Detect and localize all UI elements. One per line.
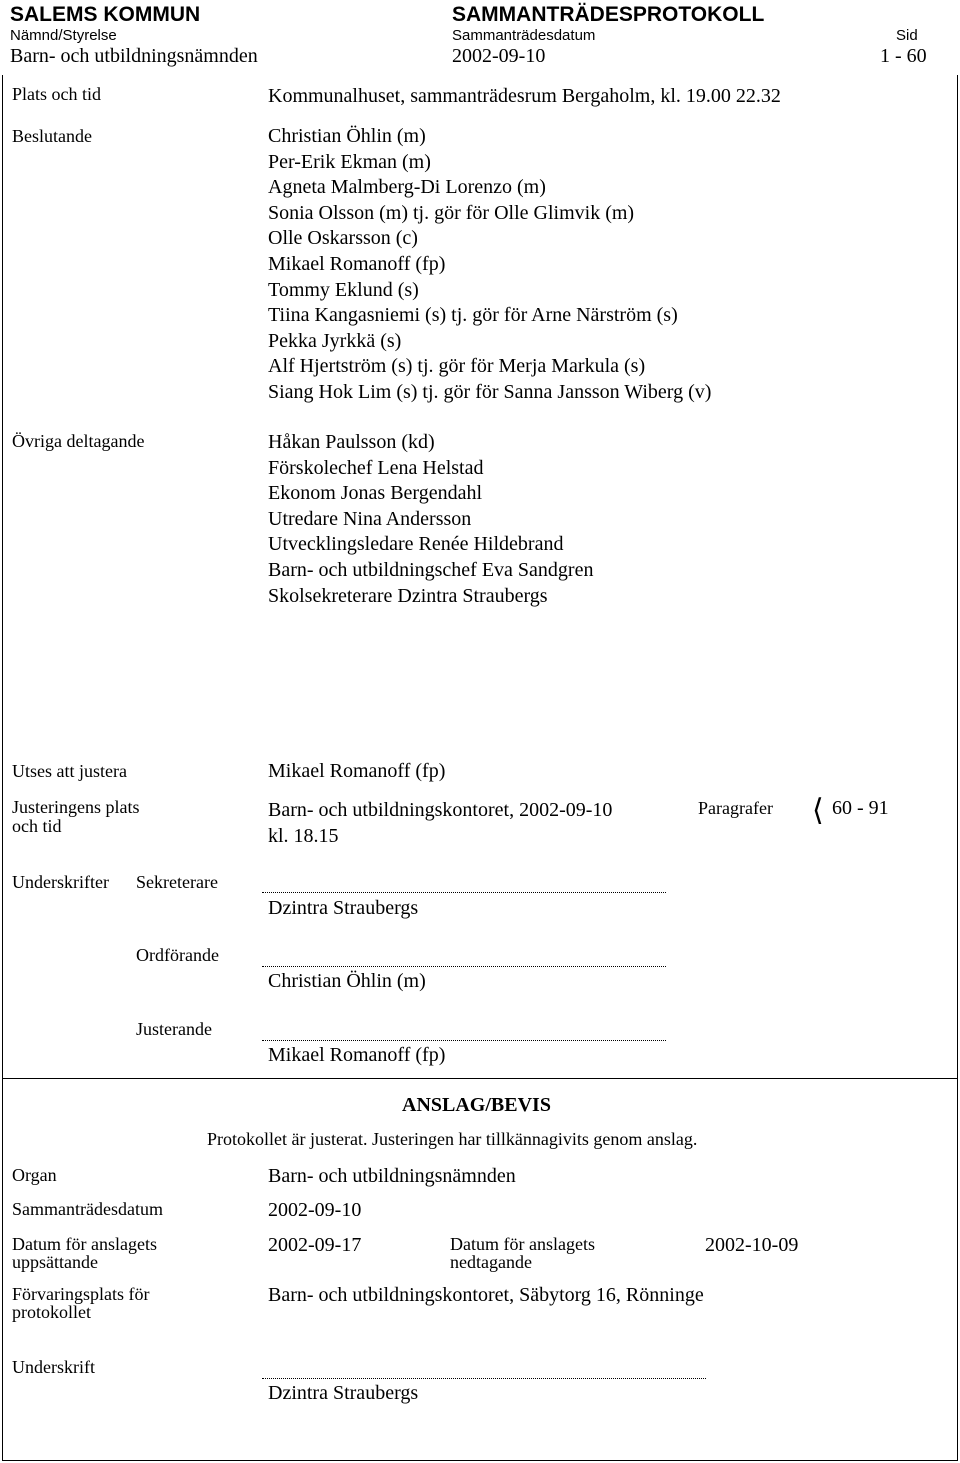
organ-value: Barn- och utbildningsnämnden [268, 1165, 516, 1187]
removed-date-label: Datum för anslagets nedtagande [450, 1234, 595, 1272]
adjuster-chosen-value: Mikael Romanoff (fp) [268, 760, 446, 782]
other-participant: Ekonom Jonas Bergendahl [268, 482, 483, 505]
signatures-label: Underskrifter [12, 872, 109, 892]
brace-icon: ⟨ [812, 793, 824, 828]
board-name: Barn- och utbildningsnämnden [10, 45, 258, 67]
place-label: Plats och tid [12, 84, 101, 104]
signature-label: Underskrift [12, 1357, 95, 1377]
deciding-member: Agneta Malmberg-Di Lorenzo (m) [268, 176, 546, 199]
secretary-label: Sekreterare [136, 872, 218, 892]
adjuster-chosen-label: Utses att justera [12, 761, 127, 781]
meeting-date-value: 2002-09-10 [268, 1199, 362, 1221]
chair-label: Ordförande [136, 945, 219, 965]
adjuster-label: Justerande [136, 1019, 212, 1039]
other-participant: Förskolechef Lena Helstad [268, 456, 484, 479]
adjuster-name: Mikael Romanoff (fp) [268, 1044, 446, 1066]
deciding-member: Pekka Jyrkkä (s) [268, 329, 402, 352]
other-participant: Utredare Nina Andersson [268, 507, 472, 530]
notice-title: ANSLAG/BEVIS [402, 1094, 551, 1116]
storage-value: Barn- och utbildningskontoret, Säbytorg 16, Rönninge [268, 1284, 704, 1306]
adjust-place-value: Barn- och utbildningskontoret, 2002-09-10 kl. 18.15 [268, 799, 613, 847]
notice-statement: Protokollet är justerat. Justeringen har tillkännagivits genom anslag. [207, 1129, 698, 1149]
other-participant: Utvecklingsledare Renée Hildebrand [268, 533, 564, 556]
board-column-label: Nämnd/Styrelse [10, 27, 117, 44]
chair-signature-line [262, 966, 666, 967]
adjust-place-label: Justeringens plats och tid [12, 797, 140, 836]
storage-label: Förvaringsplats för protokollet [12, 1284, 150, 1322]
deciding-member: Christian Öhlin (m) [268, 125, 426, 147]
deciding-member: Tiina Kangasniemi (s) tj. gör för Arne Närström (s) [268, 304, 678, 327]
adjuster-signature-line [262, 1040, 666, 1041]
deciding-label: Beslutande [12, 126, 92, 146]
document-title: SAMMANTRÄDESPROTOKOLL [452, 3, 765, 26]
date-column-label: Sammanträdesdatum [452, 27, 596, 44]
other-participant: Skolsekreterare Dzintra Straubergs [268, 584, 548, 607]
other-participant: Barn- och utbildningschef Eva Sandgren [268, 558, 594, 581]
chair-name: Christian Öhlin (m) [268, 970, 426, 992]
paragraphs-label: Paragrafer [698, 798, 773, 818]
others-label: Övriga deltagande [12, 431, 145, 451]
removed-date-value: 2002-10-09 [705, 1234, 799, 1256]
deciding-member: Tommy Eklund (s) [268, 278, 419, 301]
meeting-date: 2002-09-10 [452, 45, 546, 67]
municipality-name: SALEMS KOMMUN [10, 3, 201, 26]
deciding-member: Sonia Olsson (m) tj. gör för Olle Glimvik (m) [268, 201, 635, 224]
deciding-list [268, 124, 711, 406]
page-column-label: Sid [896, 27, 918, 44]
notice-signature-name: Dzintra Straubergs [268, 1382, 419, 1404]
page-range: 1 - 60 [880, 45, 927, 67]
notice-signature-line [262, 1378, 706, 1379]
deciding-member: Per-Erik Ekman (m) [268, 150, 431, 173]
meeting-date-label: Sammanträdesdatum [12, 1199, 163, 1219]
deciding-member: Siang Hok Lim (s) tj. gör för Sanna Jansson Wiberg (v) [268, 380, 712, 403]
posted-date-value: 2002-09-17 [268, 1234, 362, 1256]
paragraphs-value: 60 - 91 [832, 797, 889, 819]
deciding-member: Olle Oskarsson (c) [268, 227, 418, 250]
secretary-signature-line [262, 892, 666, 893]
posted-date-label: Datum för anslagets uppsättande [12, 1234, 157, 1272]
others-list [268, 430, 593, 609]
other-participant: Håkan Paulsson (kd) [268, 431, 435, 453]
deciding-member: Mikael Romanoff (fp) [268, 252, 446, 275]
place-value: Kommunalhuset, sammanträdesrum Bergaholm, kl. 19.00 22.32 [268, 85, 781, 107]
deciding-member: Alf Hjertström (s) tj. gör för Merja Markula (s) [268, 355, 646, 378]
section-divider [2, 1078, 958, 1079]
secretary-name: Dzintra Straubergs [268, 897, 419, 919]
organ-label: Organ [12, 1165, 57, 1185]
